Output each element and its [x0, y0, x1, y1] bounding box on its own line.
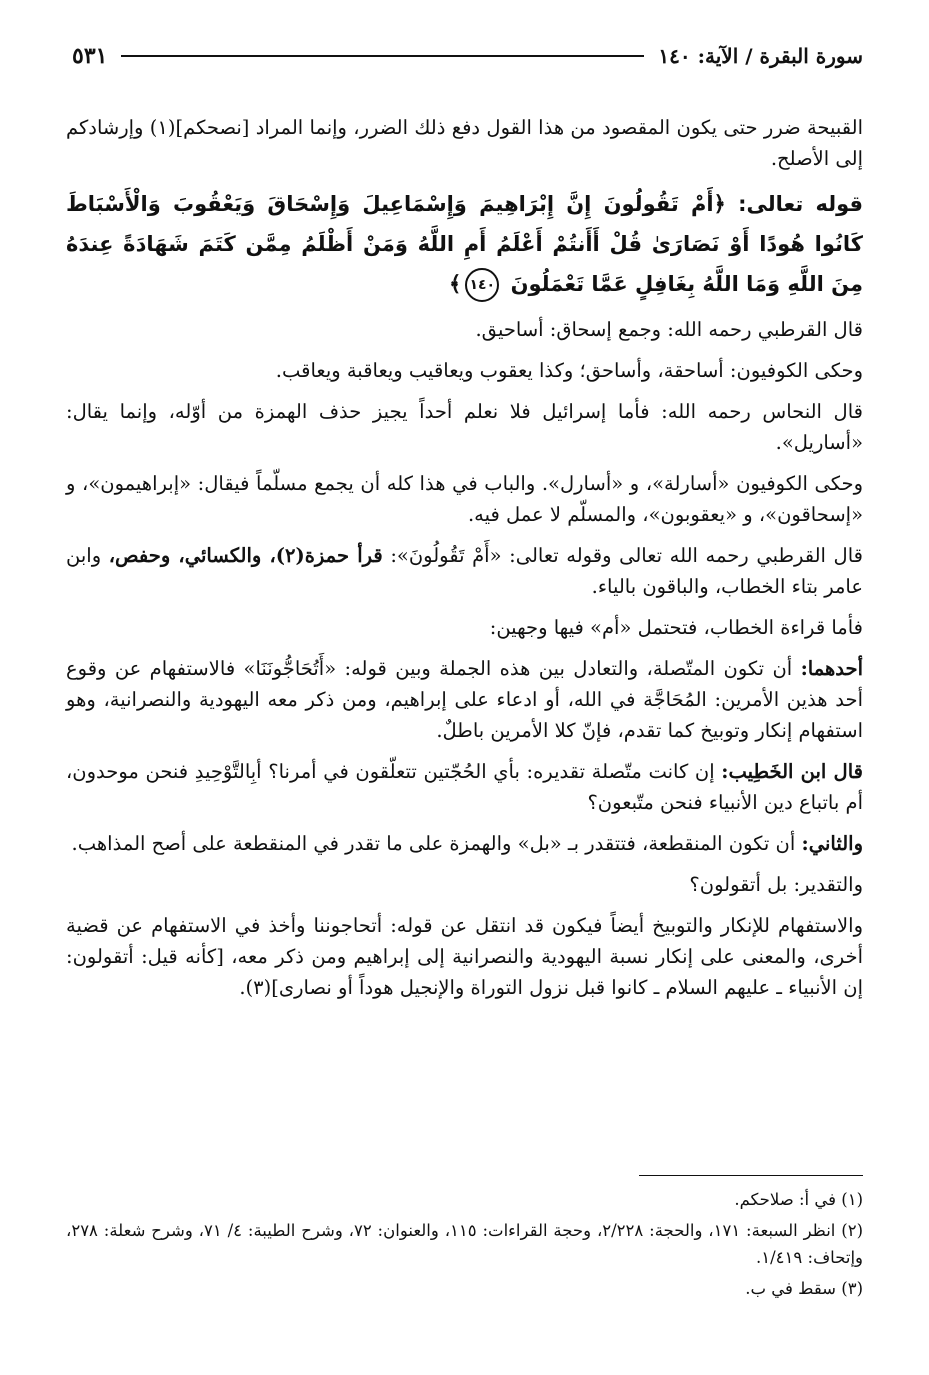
page-header — [72, 40, 863, 72]
footnote: (٣) سقط في ب. — [745, 1279, 863, 1298]
paragraph-lead: قال القرطبي رحمه الله تعالى وقوله تعالى: «أَمْ تَقُولُونَ»: — [390, 544, 863, 567]
paragraph: وحكى الكوفيون: أساحقة، وأساحق؛ وكذا يعقوب ويعاقيب ويعاقبة ويعاقب. — [275, 359, 863, 382]
paragraph — [66, 540, 863, 602]
section-label: والثاني: — [801, 832, 863, 855]
verse-intro: قوله تعالى: — [738, 192, 864, 216]
verse-close: ﴾ — [448, 272, 462, 296]
running-title: سورة البقرة / الآية: ١٤٠ — [658, 44, 863, 68]
paragraph — [66, 756, 863, 818]
paragraph-tail: وابن عامر بتاء الخطاب، والباقون بالياء. — [66, 544, 863, 598]
paragraph: والتقدير: بل أتقولون؟ — [689, 873, 863, 896]
paragraph: والاستفهام للإنكار والتوبيخ أيضاً فيكون قد انتقل عن قوله: أتحاجوننا وأخذ في الاستفهام عن قضية أخرى، والمعنى على إنكار نسبة اليهودية والنصرانية إلى إبراهيم ومن ذكر معه، [كأنه قيل: أتقولون: إن الأنبياء ـ عليهم السلام ـ كانوا قبل نزول التوراة والإنجيل هوداً أو نصارى](٣). — [66, 914, 863, 999]
paragraph — [66, 828, 863, 859]
footnote: (٢) انظر السبعة: ١٧١، والحجة: ٢/٢٢٨، وحجة القراءات: ١١٥، والعنوان: ٧٢، وشرح الطيبة: ٤/ ٧١، وشرح شعلة: ٢٧٨، وإتحاف: ١/٤١٩. — [66, 1221, 863, 1267]
footnote-separator — [639, 1175, 863, 1176]
main-text — [66, 112, 863, 1013]
paragraph-text: أن تكون المنقطعة، فتتقدر بـ «بل» والهمزة على ما تقدر في المنقطعة على أصح المذاهب. — [71, 832, 796, 855]
page-number: ٥٣١ — [72, 43, 108, 69]
paragraph: قال النحاس رحمه الله: فأما إسرائيل فلا نعلم أحداً يجيز حذف الهمزة من أوّله، وإنما يقال: «أساريل». — [66, 400, 863, 454]
paragraph: فأما قراءة الخطاب، فتحتمل «أم» فيها وجهين: — [489, 616, 863, 639]
ayah-number-marker: ١٤٠ — [465, 268, 499, 302]
paragraph: وحكى الكوفيون «أسارلة»، و «أسارل». والباب في هذا كله أن يجمع مسلّماً فيقال: «إبراهيمون»، و «إسحاقون»، و «يعقوبون»، والمسلّم لا عمل فيه. — [66, 472, 863, 526]
footnotes — [66, 1186, 863, 1306]
header-rule — [121, 55, 644, 57]
paragraph: قال القرطبي رحمه الله: وجمع إسحاق: أساحيق. — [475, 318, 863, 341]
section-label: قال ابن الخَطِيب: — [721, 760, 863, 783]
paragraph-text: أن تكون المتّصلة، والتعادل بين هذه الجملة وبين قوله: «أَتُحَاجُّونَنَا» فالاستفهام عن وقوع أحد هذين الأمرين: المُحَاجَّة في الله، أو ادعاء على إبراهيم، ومن ذكر معه اليهودية والنصرانية، وهو استفهام إنكار وتوبيخ كما تقدم، فإنّ كلا الأمرين باطلٌ. — [66, 657, 863, 742]
quran-verse — [66, 184, 863, 304]
paragraph — [66, 653, 863, 746]
readers-list: قرأ حمزة(٢)، والكسائي، وحفص، — [108, 544, 383, 567]
paragraph-text: إن كانت متّصلة تقديره: بأي الحُجّتين تتعلّقون في أمرنا؟ أبِالتَّوْحِيدِ فنحن موحدون، أم باتباع دين الأنبياء فنحن متّبعون؟ — [66, 760, 863, 814]
paragraph: القبيحة ضرر حتى يكون المقصود من هذا القول دفع ذلك الضرر، وإنما المراد [نصحكم](١) وإرشادكم إلى الأصلح. — [66, 116, 863, 170]
footnote: (١) في أ: صلاحكم. — [734, 1190, 863, 1209]
section-label: أحدهما: — [800, 657, 864, 680]
verse-text: ﴿أَمْ تَقُولُونَ إِنَّ إِبْرَاهِيمَ وَإِسْمَاعِيلَ وَإِسْحَاقَ وَيَعْقُوبَ وَالْأَسْبَاطَ كَانُوا هُودًا أَوْ نَصَارَىٰ قُلْ أَأَنتُمْ أَعْلَمُ أَمِ اللَّهُ وَمَنْ أَظْلَمُ مِمَّن كَتَمَ شَهَادَةً عِندَهُ مِنَ اللَّهِ وَمَا اللَّهُ بِغَافِلٍ عَمَّا تَعْمَلُونَ — [66, 192, 863, 296]
